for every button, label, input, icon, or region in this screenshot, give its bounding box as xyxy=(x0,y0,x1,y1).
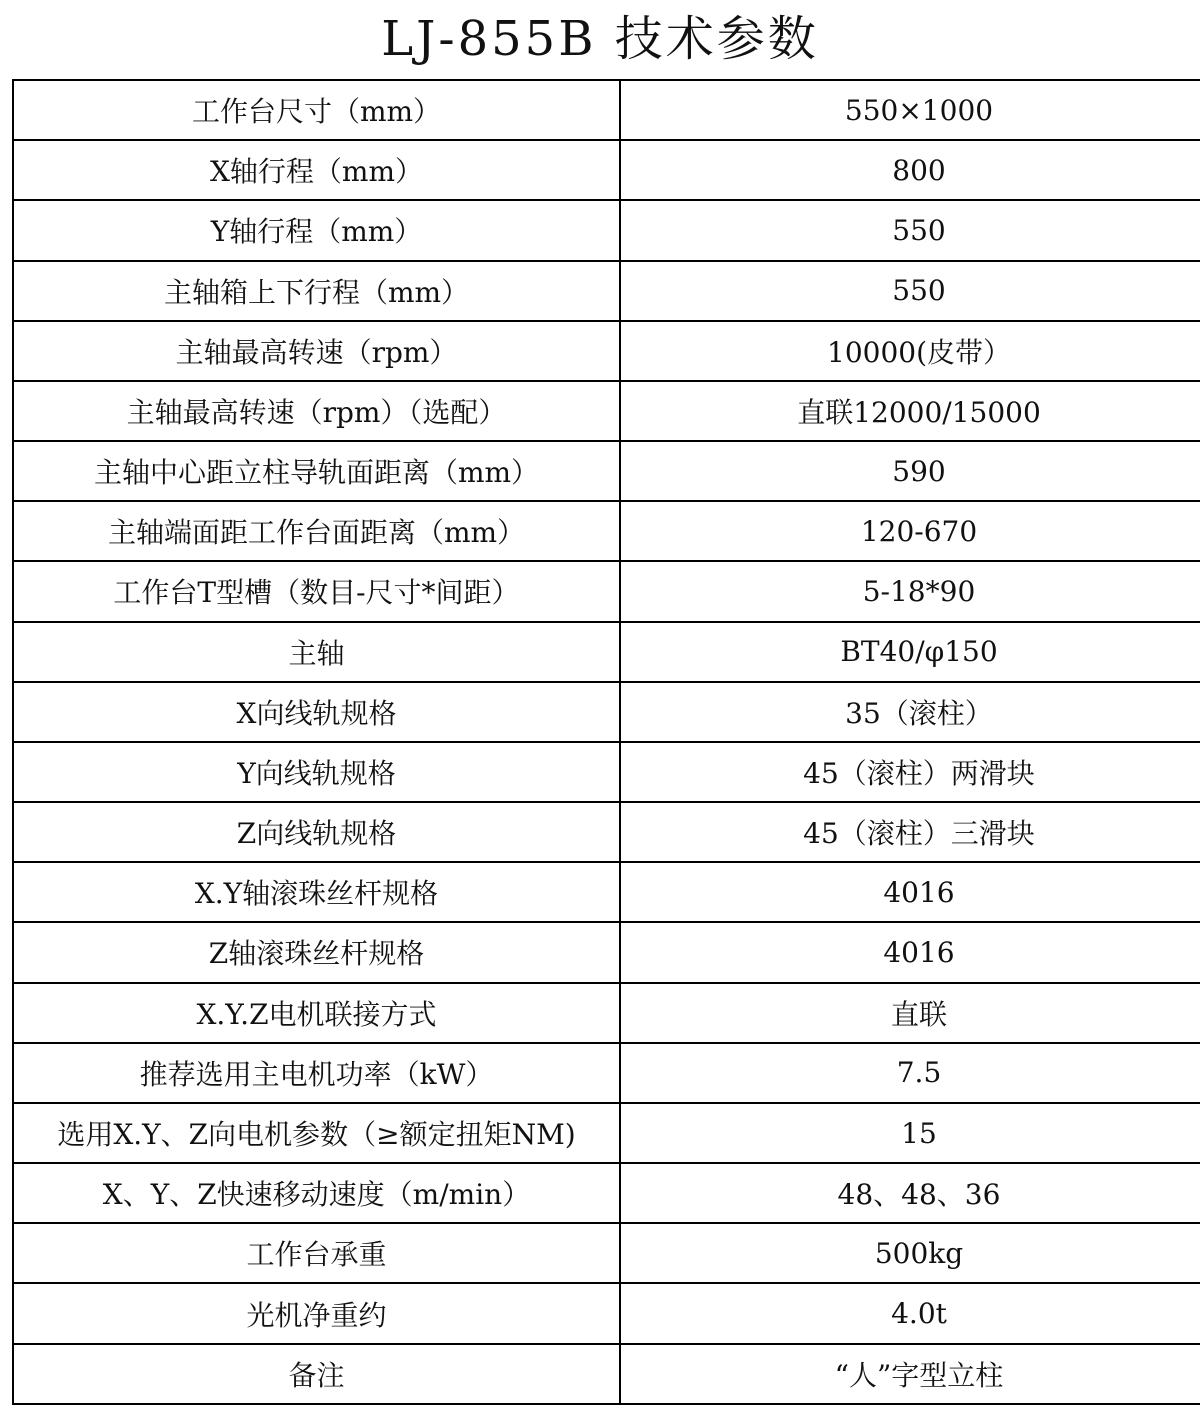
param-value: 7.5 xyxy=(620,1043,1200,1103)
param-value: 4016 xyxy=(620,862,1200,922)
param-label: 主轴最高转速（rpm） xyxy=(13,321,620,381)
table-row xyxy=(13,140,1200,200)
param-value: 550 xyxy=(620,200,1200,260)
table-row xyxy=(13,1344,1200,1404)
table-row xyxy=(13,1283,1200,1343)
param-label: 主轴 xyxy=(13,622,620,682)
param-value: 550×1000 xyxy=(620,80,1200,140)
param-label: Z轴滚珠丝杆规格 xyxy=(13,922,620,982)
table-row xyxy=(13,80,1200,140)
param-value: 10000(皮带） xyxy=(620,321,1200,381)
param-value: 48、48、36 xyxy=(620,1163,1200,1223)
table-row xyxy=(13,983,1200,1043)
param-label: 主轴最高转速（rpm）（选配） xyxy=(13,381,620,441)
table-row xyxy=(13,441,1200,501)
param-label: X.Y.Z电机联接方式 xyxy=(13,983,620,1043)
param-value: 590 xyxy=(620,441,1200,501)
param-value: 直联12000/15000 xyxy=(620,381,1200,441)
param-label: X向线轨规格 xyxy=(13,682,620,742)
param-value: 45（滚柱）两滑块 xyxy=(620,742,1200,802)
param-label: 选用X.Y、Z向电机参数（≥额定扭矩NM) xyxy=(13,1103,620,1163)
param-label: X、Y、Z快速移动速度（m/min） xyxy=(13,1163,620,1223)
param-label: X轴行程（mm） xyxy=(13,140,620,200)
param-value: BT40/φ150 xyxy=(620,622,1200,682)
table-row xyxy=(13,622,1200,682)
param-value: 800 xyxy=(620,140,1200,200)
param-value: 15 xyxy=(620,1103,1200,1163)
table-row xyxy=(13,742,1200,802)
table-row xyxy=(13,802,1200,862)
param-label: 主轴箱上下行程（mm） xyxy=(13,261,620,321)
param-label: 工作台尺寸（mm） xyxy=(13,80,620,140)
param-value: “人”字型立柱 xyxy=(620,1344,1200,1404)
table-row xyxy=(13,862,1200,922)
param-label: 备注 xyxy=(13,1344,620,1404)
table-row xyxy=(13,1223,1200,1283)
param-label: Y向线轨规格 xyxy=(13,742,620,802)
param-label: Y轴行程（mm） xyxy=(13,200,620,260)
table-row xyxy=(13,501,1200,561)
table-row xyxy=(13,1043,1200,1103)
param-label: 光机净重约 xyxy=(13,1283,620,1343)
table-row xyxy=(13,200,1200,260)
param-label: 主轴端面距工作台面距离（mm） xyxy=(13,501,620,561)
table-row xyxy=(13,682,1200,742)
table-row xyxy=(13,922,1200,982)
param-value: 35（滚柱） xyxy=(620,682,1200,742)
spec-table xyxy=(12,79,1200,1405)
page-title: LJ-855B 技术参数 xyxy=(381,11,819,67)
table-row xyxy=(13,261,1200,321)
table-row xyxy=(13,561,1200,621)
param-value: 直联 xyxy=(620,983,1200,1043)
table-row xyxy=(13,1163,1200,1223)
param-label: Z向线轨规格 xyxy=(13,802,620,862)
param-value: 45（滚柱）三滑块 xyxy=(620,802,1200,862)
param-label: 工作台承重 xyxy=(13,1223,620,1283)
param-value: 500kg xyxy=(620,1223,1200,1283)
table-row xyxy=(13,321,1200,381)
param-value: 120-670 xyxy=(620,501,1200,561)
param-label: 工作台T型槽（数目-尺寸*间距） xyxy=(13,561,620,621)
param-value: 4.0t xyxy=(620,1283,1200,1343)
param-label: X.Y轴滚珠丝杆规格 xyxy=(13,862,620,922)
param-value: 4016 xyxy=(620,922,1200,982)
param-value: 550 xyxy=(620,261,1200,321)
table-row xyxy=(13,1103,1200,1163)
param-label: 主轴中心距立柱导轨面距离（mm） xyxy=(13,441,620,501)
param-value: 5-18*90 xyxy=(620,561,1200,621)
table-row xyxy=(13,381,1200,441)
param-label: 推荐选用主电机功率（kW） xyxy=(13,1043,620,1103)
